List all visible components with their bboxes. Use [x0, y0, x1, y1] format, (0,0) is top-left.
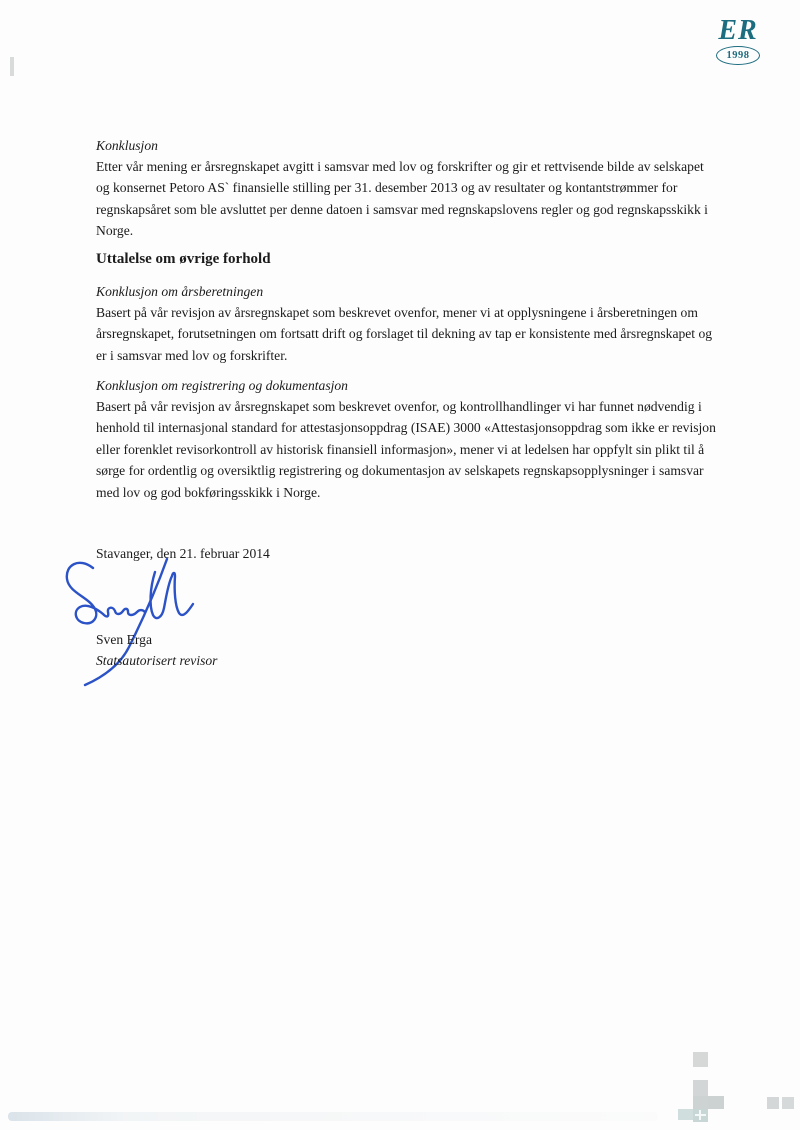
scan-artifact-square	[693, 1080, 708, 1096]
signer-title: Statsautorisert revisor	[96, 653, 218, 668]
signer-name: Sven Erga	[96, 632, 153, 647]
revisor-logo-year: 1998	[726, 49, 750, 61]
revisor-logo-oval	[716, 46, 760, 65]
scan-artifact-square	[708, 1096, 724, 1109]
heading-konklusjon-om-registrering: Konklusjon om registrering og dokumentasjon	[96, 378, 348, 393]
paragraph-konklusjon: Etter vår mening er årsregnskapet avgitt i samsvar med lov og forskrifter og gir et rettvisende bilde av selskapet og konsernet Petoro AS` finansielle stilling per 31. desember 2013 og av resultater og kontantstrømmer for regnskapsåret som ble avsluttet per denne datoen i samsvar med regnskapslovens regler og god regnskapsskikk i Norge.	[96, 159, 708, 239]
heading-konklusjon: Konklusjon	[96, 138, 158, 153]
scan-artifact-square	[693, 1096, 708, 1109]
scan-artifact-cross	[699, 1110, 701, 1120]
place-and-date-line: Stavanger, den 21. februar 2014	[96, 546, 270, 561]
revisor-logo-letters: ER	[718, 15, 758, 46]
scan-artifact-bottom-smudge	[8, 1112, 658, 1121]
paragraph-arsberetningen: Basert på vår revisjon av årsregnskapet som beskrevet ovenfor, mener vi at opplysningene i årsberetningen om årsregnskapet, forutsetningen om fortsatt drift og forslaget til dekning av tap er konsistente med årsregnskapet og er i samsvar med lov og forskrifter.	[96, 305, 713, 363]
scan-artifact-left-edge	[10, 57, 14, 76]
revisor-logo	[714, 15, 762, 65]
scan-artifact-square	[782, 1097, 794, 1109]
scan-artifact-square	[767, 1097, 779, 1109]
scan-artifact-square	[693, 1052, 708, 1067]
heading-konklusjon-om-arsberetningen: Konklusjon om årsberetningen	[96, 284, 264, 299]
heading-uttalelse-om-ovrige-forhold: Uttalelse om øvrige forhold	[96, 251, 271, 267]
paragraph-registrering: Basert på vår revisjon av årsregnskapet som beskrevet ovenfor, og kontrollhandlinger vi har funnet nødvendig i henhold til internasjonal standard for attestasjonsoppdrag (ISAE) 3000 «Attestasjonsoppdrag som ikke er revisjon eller forenklet revisorkontroll av historisk finansiell informasjon», mener vi at ledelsen har oppfylt sin plikt til å sørge for ordentlig og oversiktlig registrering og dokumentasjon av selskapets regnskapsopplysninger i samsvar med lov og god bokføringsskikk i Norge.	[96, 399, 716, 500]
scan-artifact-square	[678, 1109, 693, 1120]
